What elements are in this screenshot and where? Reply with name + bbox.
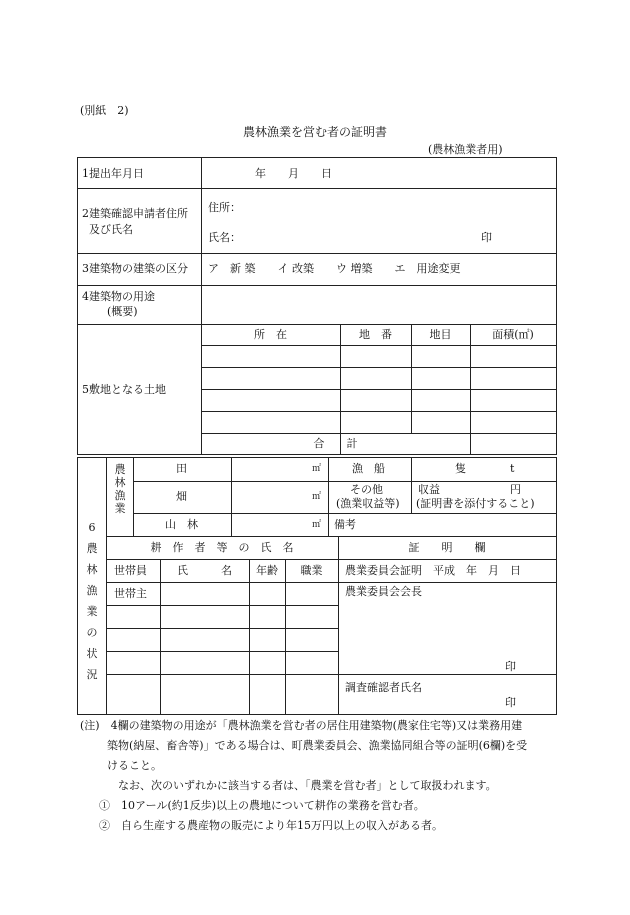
chairman-seal: 印 bbox=[505, 660, 516, 673]
building-category-options: ア 新 築 イ 改築 ウ 増築 エ 用途変更 bbox=[208, 262, 461, 275]
income-label: 収益 bbox=[418, 483, 440, 496]
note-item-1: ① 10アール(約1反歩)以上の農地について耕作の業務を営む者。 bbox=[99, 799, 425, 812]
name-label: 氏名： bbox=[208, 231, 241, 244]
applicant-label-1: 2建築確認申請者住所 bbox=[82, 207, 188, 220]
tonnage-unit: t bbox=[510, 462, 515, 475]
total-label: 合 計 bbox=[313, 437, 358, 450]
inspector-name-label: 調査確認者氏名 bbox=[345, 681, 422, 694]
upland-field-label: 畑 bbox=[176, 490, 187, 503]
nourin-label: 農林漁業 bbox=[114, 463, 126, 515]
attach-certificate-note: (証明書を添付すること) bbox=[416, 497, 535, 510]
committee-chairman: 農業委員会会長 bbox=[345, 585, 422, 598]
document-title: 農林漁業を営む者の証明書 bbox=[242, 125, 387, 139]
attachment-label: (別紙 2) bbox=[80, 104, 129, 117]
note-line-4: なお、次のいずれかに該当する者は、「農業を営む者」として取扱われます。 bbox=[118, 779, 497, 792]
boat-count-unit: 隻 bbox=[455, 462, 466, 475]
building-use-label-1: 4建築物の用途 bbox=[82, 290, 155, 303]
forest-unit: ㎡ bbox=[312, 520, 322, 530]
site-land-label: 5敷地となる土地 bbox=[82, 383, 166, 396]
submit-date-label: 1提出年月日 bbox=[82, 167, 144, 180]
address-label: 住所： bbox=[208, 201, 241, 214]
header-location: 所 在 bbox=[254, 328, 287, 341]
col-household-member: 世帯員 bbox=[114, 564, 147, 577]
remarks-label: 備考 bbox=[334, 518, 356, 531]
income-unit: 円 bbox=[510, 483, 521, 496]
applicant-seal: 印 bbox=[481, 231, 492, 244]
note-line-2: 築物(納屋、畜舎等)」である場合は、町農業委員会、漁業協同組合等の証明(6欄)を受 bbox=[107, 739, 528, 752]
header-land-category: 地目 bbox=[429, 328, 452, 341]
document-subtitle: (農林漁業者用) bbox=[428, 143, 503, 156]
head-of-household: 世帯主 bbox=[114, 587, 147, 600]
committee-cert-date: 農業委員会証明 平成 年 月 日 bbox=[345, 564, 521, 577]
building-category-label: 3建築物の建築の区分 bbox=[82, 262, 188, 275]
col-name: 氏 名 bbox=[177, 564, 232, 577]
rice-field-label: 田 bbox=[176, 462, 187, 475]
applicant-label-2: 及び氏名 bbox=[89, 223, 133, 236]
header-lot-number: 地 番 bbox=[359, 328, 392, 341]
forest-label: 山 林 bbox=[165, 518, 198, 531]
section6-label: 6農林漁業の状況 bbox=[86, 521, 98, 681]
note-line-3: けること。 bbox=[107, 759, 162, 772]
other-label-2: (漁業収益等) bbox=[336, 497, 400, 510]
building-use-label-2: (概要) bbox=[107, 305, 138, 318]
fishing-boat-label: 漁 船 bbox=[352, 462, 385, 475]
submit-date-field: 年 月 日 bbox=[255, 167, 332, 180]
other-label-1: その他 bbox=[350, 483, 383, 496]
rice-field-unit: ㎡ bbox=[312, 464, 322, 474]
inspector-seal: 印 bbox=[505, 696, 516, 709]
note-item-2: ② 自ら生産する農産物の販売により年15万円以上の収入がある者。 bbox=[99, 819, 443, 832]
col-occupation: 職業 bbox=[300, 564, 323, 577]
header-area: 面積(㎡) bbox=[492, 328, 534, 341]
note-line-1: (注) 4欄の建築物の用途が「農林漁業を営む者の居住用建築物(農家住宅等)又は業務用建 bbox=[80, 719, 523, 732]
certification-header: 証 明 欄 bbox=[408, 541, 486, 554]
col-age: 年齢 bbox=[256, 564, 278, 577]
farmer-names-header: 耕 作 者 等 の 氏 名 bbox=[150, 541, 294, 554]
upland-field-unit: ㎡ bbox=[312, 492, 322, 502]
